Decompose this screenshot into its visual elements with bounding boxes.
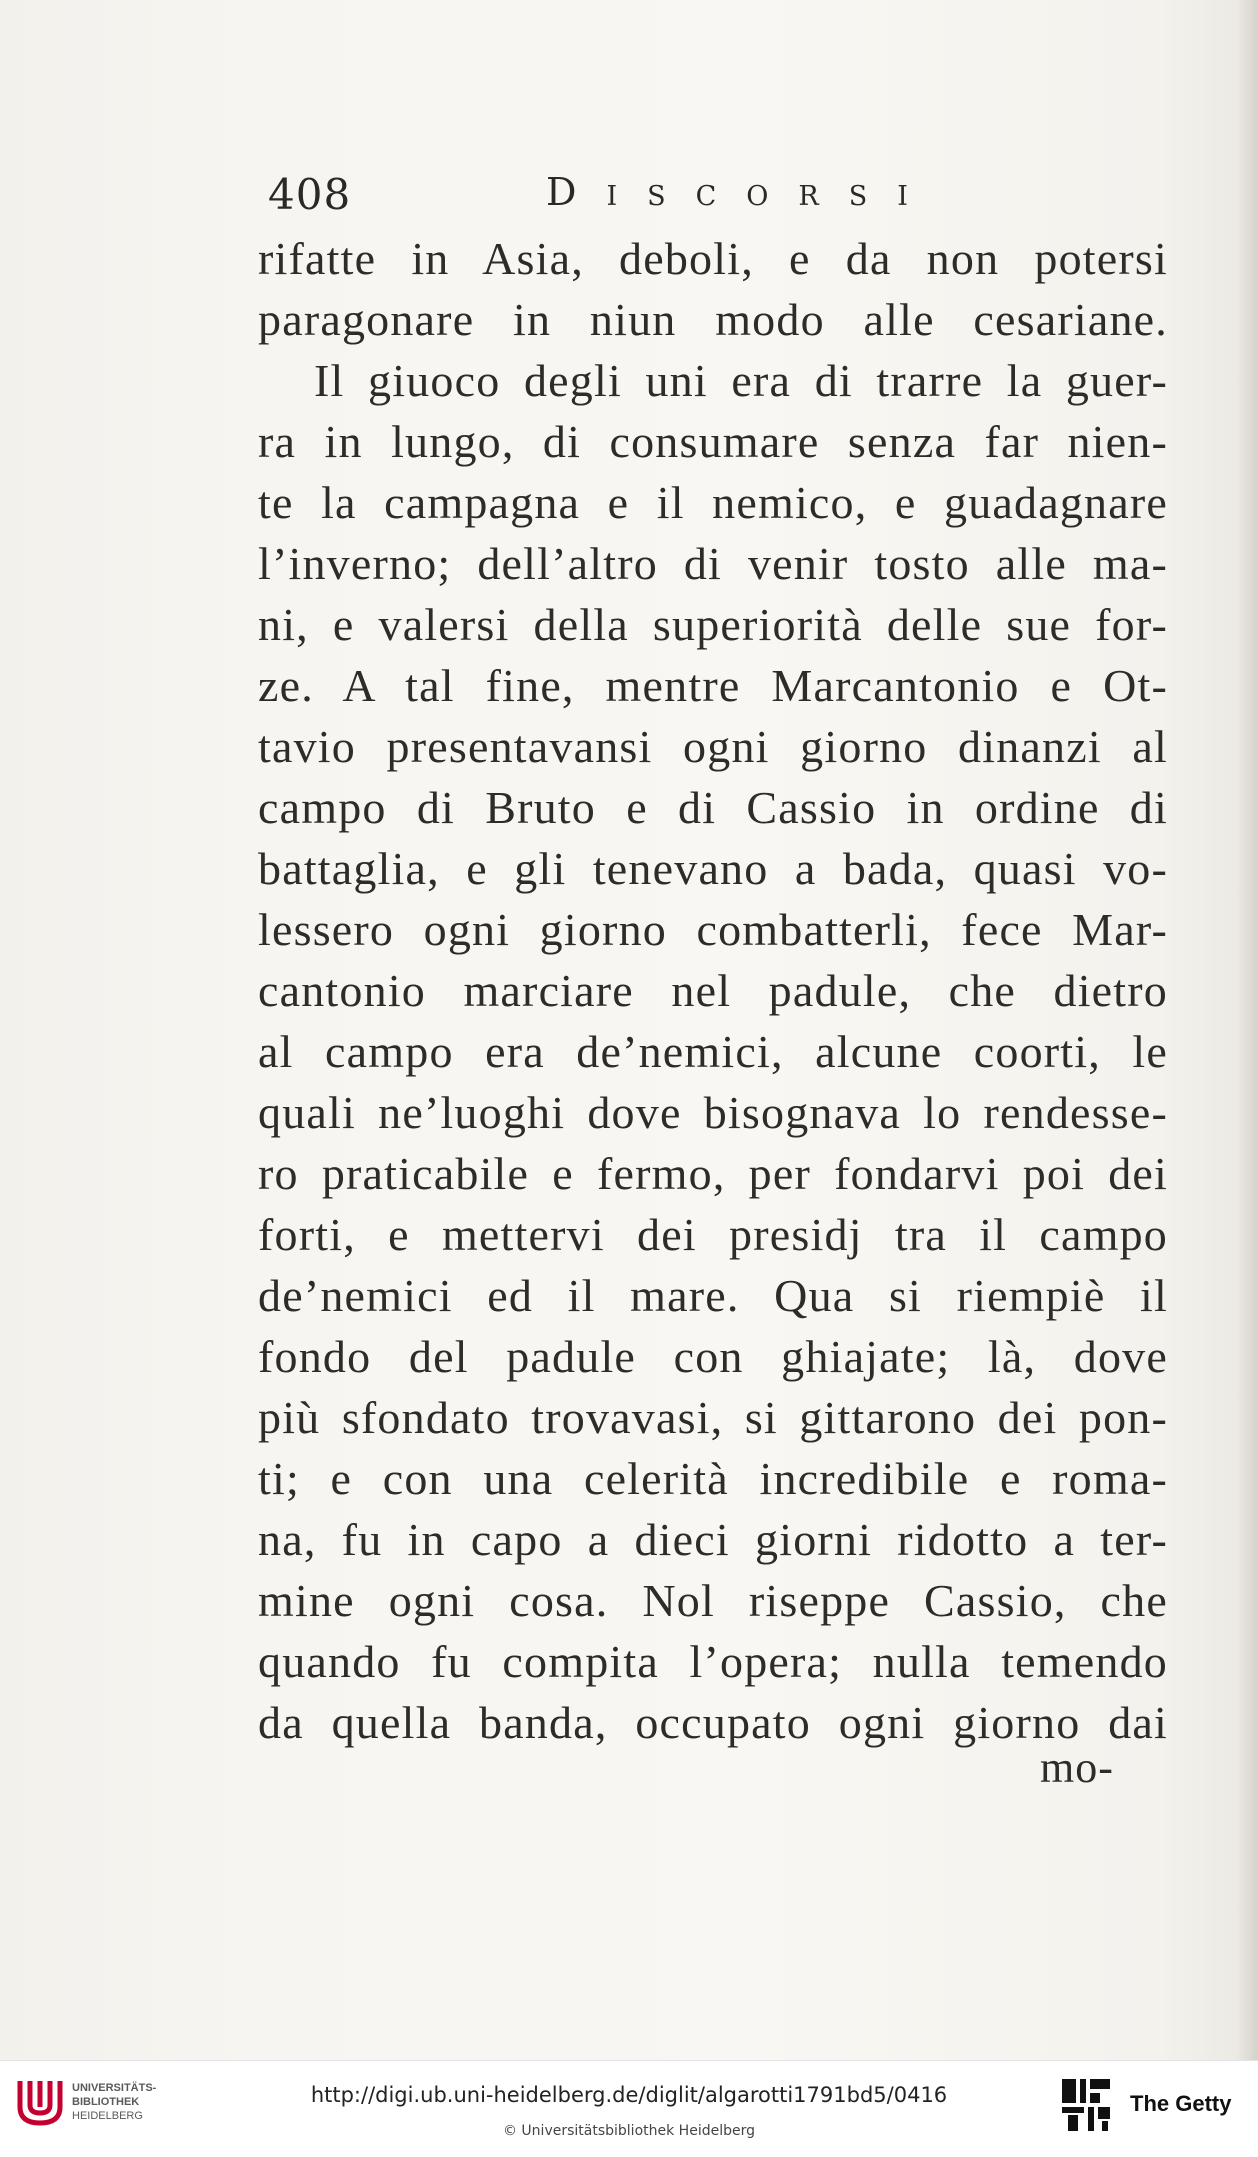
text-line: paragonare in niun modo alle cesariane. bbox=[258, 294, 1168, 345]
body-text bbox=[258, 228, 1168, 1753]
page-edge-shadow bbox=[1236, 0, 1258, 2060]
text-line: forti, e mettervi dei presidj tra il campo bbox=[258, 1209, 1168, 1260]
text-line: mine ogni cosa. Nol riseppe Cassio, che bbox=[258, 1575, 1168, 1626]
text-line: ze. A tal fine, mentre Marcantonio e Ot- bbox=[258, 660, 1168, 711]
text-line: fondo del padule con ghiajate; là, dove bbox=[258, 1331, 1168, 1382]
ub-wordmark-line: HEIDELBERG bbox=[72, 2110, 143, 2122]
text-line: l’inverno; dell’altro di venir tosto alle ma- bbox=[258, 538, 1168, 589]
text-line: ra in lungo, di consumare senza far nien- bbox=[258, 416, 1168, 467]
text-line: campo di Bruto e di Cassio in ordine di bbox=[258, 782, 1168, 833]
text-line: più sfondato trovavasi, si gittarono dei pon- bbox=[258, 1392, 1168, 1443]
text-line: de’nemici ed il mare. Qua si riempiè il bbox=[258, 1270, 1168, 1321]
running-head bbox=[258, 170, 1158, 230]
text-line: ti; e con una celerità incredibile e roma- bbox=[258, 1453, 1168, 1504]
ub-wordmark-line: BIBLIOTHEK bbox=[72, 2096, 140, 2108]
text-line: na, fu in capo a dieci giorni ridotto a ter- bbox=[258, 1514, 1168, 1565]
text-line: tavio presentavansi ogni giorno dinanzi al bbox=[258, 721, 1168, 772]
ub-wordmark-line: UNIVERSITÄTS- bbox=[72, 2082, 157, 2094]
text-line: quali ne’luoghi dove bisognava lo rendesse- bbox=[258, 1087, 1168, 1138]
text-line: ro praticabile e fermo, per fondarvi poi dei bbox=[258, 1148, 1168, 1199]
viewer-footer bbox=[0, 2060, 1258, 2157]
text-line: al campo era de’nemici, alcune coorti, le bbox=[258, 1026, 1168, 1077]
text-line: da quella banda, occupato ogni giorno dai bbox=[258, 1697, 1168, 1748]
getty-wordmark: The Getty bbox=[1130, 2091, 1232, 2116]
getty-logo[interactable] bbox=[1060, 2075, 1250, 2135]
text-line: Il giuoco degli uni era di trarre la guer- bbox=[314, 355, 1168, 406]
running-title: Discorsi bbox=[546, 170, 938, 214]
catchword: mo- bbox=[1040, 1743, 1114, 1792]
text-line: rifatte in Asia, deboli, e da non potersi bbox=[258, 233, 1168, 284]
text-line: ni, e valersi della superiorità delle sue for- bbox=[258, 599, 1168, 650]
text-line: battaglia, e gli tenevano a bada, quasi vo- bbox=[258, 843, 1168, 894]
getty-logo-icon bbox=[1060, 2075, 1112, 2135]
text-line: quando fu compita l’opera; nulla temendo bbox=[258, 1636, 1168, 1687]
permalink-link[interactable]: http://digi.ub.uni-heidelberg.de/diglit/algarotti1791bd5/0416 bbox=[310, 2083, 948, 2107]
text-line: te la campagna e il nemico, e guadagnare bbox=[258, 477, 1168, 528]
page-number: 408 bbox=[268, 170, 352, 219]
copyright-notice: © Universitätsbibliothek Heidelberg bbox=[502, 2123, 755, 2139]
text-line: cantonio marciare nel padule, che dietro bbox=[258, 965, 1168, 1016]
text-line: lessero ogni giorno combatterli, fece Mar- bbox=[258, 904, 1168, 955]
